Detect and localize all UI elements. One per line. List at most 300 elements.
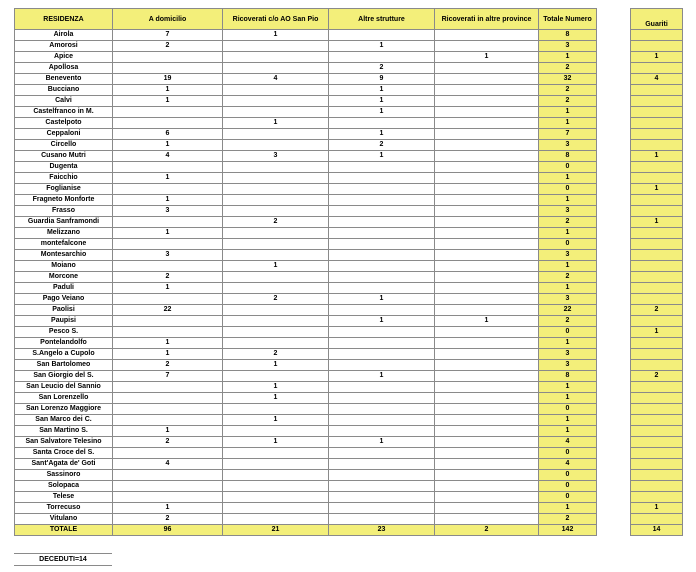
residenza-cell: Guardia Sanframondi (15, 217, 113, 228)
spacer-cell (597, 426, 631, 437)
ricoverati-cell (223, 162, 329, 173)
table-row (15, 481, 683, 492)
guariti-cell: 1 (631, 52, 683, 63)
altre-province-cell (435, 459, 539, 470)
domicilio-cell (113, 382, 223, 393)
spacer-cell (597, 459, 631, 470)
spacer-cell (597, 228, 631, 239)
guariti-cell (631, 349, 683, 360)
ricoverati-cell (223, 107, 329, 118)
header-domicilio: A domicilio (113, 9, 223, 30)
guariti-cell (631, 470, 683, 481)
spacer-cell (597, 52, 631, 63)
domicilio-cell (113, 316, 223, 327)
totale-cell: 1 (539, 415, 597, 426)
ricoverati-cell (223, 96, 329, 107)
residenza-cell: Paupisi (15, 316, 113, 327)
altre-strutture-cell: 1 (329, 371, 435, 382)
guariti-cell (631, 129, 683, 140)
residenza-cell: Pago Veiano (15, 294, 113, 305)
spacer-cell (597, 338, 631, 349)
domicilio-cell (113, 261, 223, 272)
altre-strutture-cell (329, 239, 435, 250)
spacer-cell (597, 404, 631, 415)
altre-strutture-cell (329, 217, 435, 228)
domicilio-cell: 3 (113, 206, 223, 217)
totale-cell: 8 (539, 371, 597, 382)
header-residenza: RESIDENZA (15, 9, 113, 30)
ricoverati-cell: 1 (223, 393, 329, 404)
totale-cell: 1 (539, 283, 597, 294)
totale-cell: 22 (539, 305, 597, 316)
guariti-cell (631, 404, 683, 415)
ricoverati-cell: 2 (223, 217, 329, 228)
table-row (15, 140, 683, 151)
totale-cell: 0 (539, 492, 597, 503)
guariti-cell (631, 85, 683, 96)
guariti-cell (631, 514, 683, 525)
ricoverati-cell (223, 140, 329, 151)
altre-strutture-cell: 23 (329, 525, 435, 536)
altre-strutture-cell: 9 (329, 74, 435, 85)
table-row (15, 184, 683, 195)
ricoverati-cell (223, 173, 329, 184)
domicilio-cell: 4 (113, 459, 223, 470)
domicilio-cell: 1 (113, 96, 223, 107)
altre-province-cell (435, 371, 539, 382)
table-row (15, 316, 683, 327)
residenza-cell: Montesarchio (15, 250, 113, 261)
spacer-cell (597, 481, 631, 492)
domicilio-cell: 1 (113, 349, 223, 360)
totals-row (15, 525, 683, 536)
altre-strutture-cell: 1 (329, 316, 435, 327)
altre-province-cell (435, 173, 539, 184)
table-row (15, 74, 683, 85)
altre-province-cell (435, 305, 539, 316)
domicilio-cell: 2 (113, 360, 223, 371)
totale-cell: 0 (539, 470, 597, 481)
spacer-cell (597, 151, 631, 162)
altre-strutture-cell (329, 261, 435, 272)
residenza-cell: Benevento (15, 74, 113, 85)
totale-cell: 3 (539, 349, 597, 360)
table-row (15, 206, 683, 217)
ricoverati-cell: 21 (223, 525, 329, 536)
header-guariti: Guariti (631, 9, 683, 30)
domicilio-cell (113, 52, 223, 63)
altre-strutture-cell (329, 459, 435, 470)
ricoverati-cell (223, 195, 329, 206)
guariti-cell: 1 (631, 184, 683, 195)
altre-province-cell (435, 85, 539, 96)
ricoverati-cell (223, 470, 329, 481)
spacer-cell (597, 503, 631, 514)
guariti-cell (631, 206, 683, 217)
altre-strutture-cell (329, 228, 435, 239)
guariti-cell (631, 437, 683, 448)
ricoverati-cell (223, 426, 329, 437)
altre-province-cell (435, 437, 539, 448)
guariti-cell (631, 448, 683, 459)
altre-strutture-cell (329, 426, 435, 437)
altre-strutture-cell: 1 (329, 151, 435, 162)
ricoverati-cell: 3 (223, 151, 329, 162)
altre-strutture-cell (329, 250, 435, 261)
altre-strutture-cell: 1 (329, 437, 435, 448)
totale-cell: 1 (539, 173, 597, 184)
ricoverati-cell (223, 448, 329, 459)
domicilio-cell: 4 (113, 151, 223, 162)
table-row (15, 327, 683, 338)
residenza-cell: San Bartolomeo (15, 360, 113, 371)
totale-cell: 142 (539, 525, 597, 536)
altre-province-cell (435, 294, 539, 305)
spacer-cell (597, 74, 631, 85)
domicilio-cell (113, 481, 223, 492)
spacer-cell (597, 294, 631, 305)
totale-cell: 32 (539, 74, 597, 85)
altre-province-cell (435, 349, 539, 360)
ricoverati-cell (223, 250, 329, 261)
domicilio-cell (113, 294, 223, 305)
altre-strutture-cell (329, 503, 435, 514)
altre-province-cell (435, 206, 539, 217)
totale-cell: 8 (539, 151, 597, 162)
domicilio-cell (113, 63, 223, 74)
ricoverati-cell: 1 (223, 118, 329, 129)
header-ricoverati: Ricoverati c/o AO San Pio (223, 9, 329, 30)
ricoverati-cell: 2 (223, 294, 329, 305)
residenza-cell: Foglianise (15, 184, 113, 195)
altre-strutture-cell (329, 415, 435, 426)
altre-strutture-cell (329, 492, 435, 503)
totale-cell: 0 (539, 162, 597, 173)
altre-province-cell (435, 503, 539, 514)
ricoverati-cell: 1 (223, 415, 329, 426)
residenza-cell: San Salvatore Telesino (15, 437, 113, 448)
residenza-cell: S.Angelo a Cupolo (15, 349, 113, 360)
ricoverati-cell (223, 371, 329, 382)
altre-strutture-cell (329, 514, 435, 525)
domicilio-cell: 2 (113, 437, 223, 448)
domicilio-cell: 3 (113, 250, 223, 261)
totale-cell: 1 (539, 393, 597, 404)
altre-strutture-cell (329, 52, 435, 63)
domicilio-cell: 1 (113, 85, 223, 96)
residenza-cell: San Lorenzello (15, 393, 113, 404)
header-totale: Totale Numero (539, 9, 597, 30)
spacer-cell (597, 305, 631, 316)
table-row (15, 261, 683, 272)
altre-province-cell: 1 (435, 52, 539, 63)
totale-cell: 1 (539, 118, 597, 129)
spacer-cell (597, 525, 631, 536)
guariti-cell (631, 393, 683, 404)
domicilio-cell (113, 217, 223, 228)
domicilio-cell (113, 184, 223, 195)
table-row (15, 283, 683, 294)
guariti-cell: 1 (631, 327, 683, 338)
domicilio-cell (113, 448, 223, 459)
header-altre-strutture: Altre strutture (329, 9, 435, 30)
residenza-cell: Bucciano (15, 85, 113, 96)
altre-strutture-cell (329, 30, 435, 41)
ricoverati-cell (223, 41, 329, 52)
totale-cell: 0 (539, 184, 597, 195)
totale-cell: 0 (539, 239, 597, 250)
altre-strutture-cell (329, 360, 435, 371)
ricoverati-cell (223, 481, 329, 492)
guariti-cell (631, 272, 683, 283)
table-row (15, 459, 683, 470)
spacer-cell (597, 162, 631, 173)
residenza-cell: TOTALE (15, 525, 113, 536)
altre-strutture-cell (329, 393, 435, 404)
altre-province-cell (435, 30, 539, 41)
guariti-cell (631, 239, 683, 250)
guariti-cell (631, 459, 683, 470)
totale-cell: 1 (539, 426, 597, 437)
guariti-cell (631, 41, 683, 52)
residenza-cell: Fragneto Monforte (15, 195, 113, 206)
residenza-cell: Sassinoro (15, 470, 113, 481)
altre-province-cell (435, 261, 539, 272)
ricoverati-cell: 2 (223, 349, 329, 360)
ricoverati-cell (223, 283, 329, 294)
table-row (15, 41, 683, 52)
altre-strutture-cell (329, 184, 435, 195)
residenza-cell: Apollosa (15, 63, 113, 74)
totale-cell: 3 (539, 294, 597, 305)
guariti-cell: 2 (631, 371, 683, 382)
residenza-cell: San Marco dei C. (15, 415, 113, 426)
guariti-cell: 2 (631, 305, 683, 316)
altre-province-cell: 2 (435, 525, 539, 536)
domicilio-cell: 7 (113, 371, 223, 382)
domicilio-cell: 7 (113, 30, 223, 41)
domicilio-cell (113, 415, 223, 426)
spacer-cell (597, 470, 631, 481)
spacer-cell (597, 327, 631, 338)
ricoverati-cell (223, 327, 329, 338)
altre-strutture-cell: 2 (329, 63, 435, 74)
totale-cell: 0 (539, 481, 597, 492)
table-row (15, 162, 683, 173)
ricoverati-cell (223, 492, 329, 503)
altre-strutture-cell (329, 272, 435, 283)
table-row (15, 338, 683, 349)
altre-strutture-cell: 1 (329, 107, 435, 118)
spacer-column (597, 9, 631, 30)
spacer-cell (597, 250, 631, 261)
totale-cell: 4 (539, 459, 597, 470)
spacer-cell (597, 272, 631, 283)
residenza-cell: Circello (15, 140, 113, 151)
table-row (15, 107, 683, 118)
guariti-cell (631, 481, 683, 492)
residenza-cell: San Lorenzo Maggiore (15, 404, 113, 415)
residenza-cell: San Giorgio del S. (15, 371, 113, 382)
domicilio-cell: 2 (113, 41, 223, 52)
totale-cell: 8 (539, 30, 597, 41)
altre-province-cell (435, 272, 539, 283)
totale-cell: 7 (539, 129, 597, 140)
residenza-cell: Amorosi (15, 41, 113, 52)
guariti-cell: 14 (631, 525, 683, 536)
altre-province-cell (435, 250, 539, 261)
guariti-cell (631, 195, 683, 206)
table-row (15, 382, 683, 393)
ricoverati-cell: 1 (223, 382, 329, 393)
ricoverati-cell (223, 228, 329, 239)
table-row (15, 503, 683, 514)
guariti-cell (631, 338, 683, 349)
table-row (15, 228, 683, 239)
totale-cell: 1 (539, 338, 597, 349)
totale-cell: 2 (539, 514, 597, 525)
altre-province-cell (435, 162, 539, 173)
guariti-cell (631, 294, 683, 305)
residenza-cell: Sant'Agata de' Goti (15, 459, 113, 470)
spacer-cell (597, 349, 631, 360)
table-row (15, 30, 683, 41)
ricoverati-cell: 4 (223, 74, 329, 85)
guariti-cell (631, 228, 683, 239)
altre-strutture-cell: 1 (329, 41, 435, 52)
altre-strutture-cell (329, 481, 435, 492)
totale-cell: 1 (539, 107, 597, 118)
residenza-cell: Faicchio (15, 173, 113, 184)
guariti-cell (631, 63, 683, 74)
table-row (15, 118, 683, 129)
guariti-cell (631, 360, 683, 371)
altre-province-cell (435, 338, 539, 349)
domicilio-cell (113, 118, 223, 129)
table-row (15, 349, 683, 360)
totale-cell: 1 (539, 52, 597, 63)
altre-strutture-cell: 1 (329, 129, 435, 140)
ricoverati-cell (223, 514, 329, 525)
domicilio-cell: 6 (113, 129, 223, 140)
table-row (15, 272, 683, 283)
ricoverati-cell (223, 52, 329, 63)
ricoverati-cell (223, 239, 329, 250)
residenza-cell: Castelpoto (15, 118, 113, 129)
domicilio-cell: 96 (113, 525, 223, 536)
spacer-cell (597, 415, 631, 426)
altre-province-cell (435, 393, 539, 404)
table-row (15, 151, 683, 162)
altre-province-cell (435, 151, 539, 162)
altre-province-cell (435, 360, 539, 371)
altre-strutture-cell: 2 (329, 140, 435, 151)
ricoverati-cell (223, 184, 329, 195)
spacer-cell (597, 30, 631, 41)
altre-province-cell (435, 514, 539, 525)
spacer-cell (597, 437, 631, 448)
altre-province-cell (435, 96, 539, 107)
altre-province-cell (435, 239, 539, 250)
guariti-cell (631, 382, 683, 393)
table-row (15, 217, 683, 228)
residenza-cell: Ceppaloni (15, 129, 113, 140)
table-row (15, 129, 683, 140)
spacer-cell (597, 118, 631, 129)
altre-strutture-cell: 1 (329, 96, 435, 107)
residenza-cell: Apice (15, 52, 113, 63)
residenza-cell: Santa Croce del S. (15, 448, 113, 459)
domicilio-cell: 1 (113, 283, 223, 294)
table-row (15, 52, 683, 63)
altre-province-cell (435, 228, 539, 239)
domicilio-cell (113, 327, 223, 338)
domicilio-cell: 1 (113, 173, 223, 184)
domicilio-cell (113, 470, 223, 481)
ricoverati-cell (223, 459, 329, 470)
totale-cell: 0 (539, 404, 597, 415)
spacer-cell (597, 96, 631, 107)
spacer-cell (597, 360, 631, 371)
residenza-cell: Melizzano (15, 228, 113, 239)
ricoverati-cell (223, 272, 329, 283)
totale-cell: 3 (539, 206, 597, 217)
spacer-cell (597, 140, 631, 151)
totale-cell: 1 (539, 195, 597, 206)
residenza-cell: Calvi (15, 96, 113, 107)
residenza-cell: San Leucio del Sannio (15, 382, 113, 393)
residenza-cell: Paduli (15, 283, 113, 294)
table-row (15, 415, 683, 426)
ricoverati-cell: 1 (223, 360, 329, 371)
altre-strutture-cell (329, 470, 435, 481)
guariti-cell (631, 107, 683, 118)
altre-strutture-cell (329, 349, 435, 360)
ricoverati-cell (223, 206, 329, 217)
altre-strutture-cell (329, 382, 435, 393)
spacer-cell (597, 316, 631, 327)
altre-province-cell (435, 327, 539, 338)
totale-cell: 2 (539, 85, 597, 96)
table-row (15, 437, 683, 448)
table-row (15, 305, 683, 316)
table-row (15, 239, 683, 250)
spacer-cell (597, 184, 631, 195)
altre-province-cell: 1 (435, 316, 539, 327)
guariti-cell (631, 118, 683, 129)
altre-province-cell (435, 470, 539, 481)
table-row (15, 96, 683, 107)
totale-cell: 3 (539, 250, 597, 261)
ricoverati-cell: 1 (223, 261, 329, 272)
domicilio-cell (113, 239, 223, 250)
spacer-cell (597, 239, 631, 250)
totale-cell: 1 (539, 228, 597, 239)
residenza-cell: Solopaca (15, 481, 113, 492)
domicilio-cell: 2 (113, 514, 223, 525)
altre-strutture-cell (329, 283, 435, 294)
residenza-cell: Pontelandolfo (15, 338, 113, 349)
spacer-cell (597, 514, 631, 525)
guariti-cell (631, 492, 683, 503)
altre-province-cell (435, 415, 539, 426)
domicilio-cell (113, 393, 223, 404)
ricoverati-cell (223, 338, 329, 349)
ricoverati-cell (223, 316, 329, 327)
altre-strutture-cell (329, 162, 435, 173)
altre-province-cell (435, 184, 539, 195)
altre-province-cell (435, 448, 539, 459)
